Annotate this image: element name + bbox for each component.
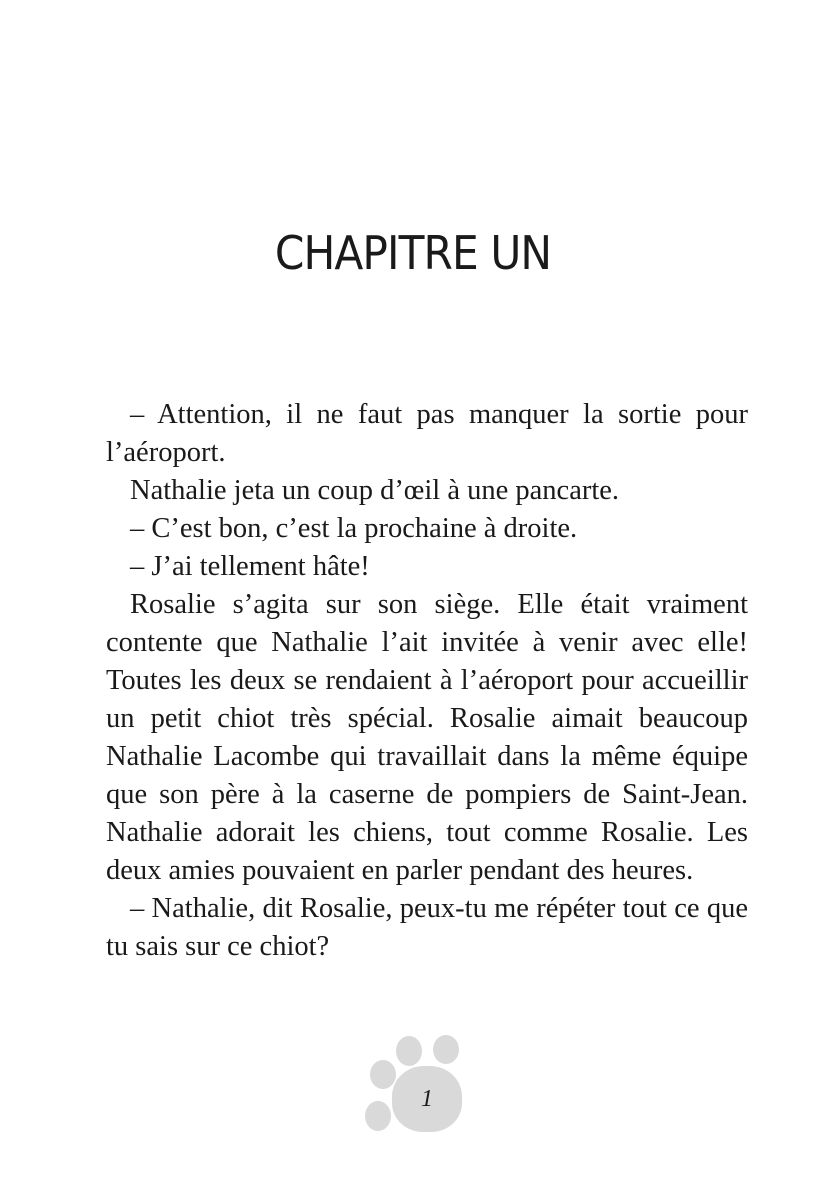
paragraph: Nathalie jeta un coup d’œil à une pancarte.	[130, 475, 620, 506]
paw-pad	[392, 1066, 462, 1132]
page-number: 1	[421, 1085, 433, 1112]
paragraph: – J’ai tellement hâte!	[130, 551, 370, 582]
paragraph: – Nathalie, dit Rosalie, peux-tu me répéter tout ce que tu sais sur ce chiot?	[106, 893, 748, 962]
paragraph: – Attention, il ne faut pas manquer la sortie pour l’aéroport.	[106, 399, 748, 468]
chapter-body	[106, 396, 748, 966]
paragraph: – C’est bon, c’est la prochaine à droite.	[130, 513, 578, 544]
paw-toe	[433, 1035, 459, 1064]
paragraph: Rosalie s’agita sur son siège. Elle était vraiment contente que Nathalie l’ait invitée à venir avec elle! Toutes les deux se rendaient à l’aéroport pour accueillir un petit chiot très spécial. Rosalie aimait beaucoup Nathalie Lacombe qui travaillait dans la même équipe que son père à la caserne de pompiers de Saint-Jean. Nathalie adorait les chiens, tout comme Rosalie. Les deux amies pouvaient en parler pendant des heures.	[106, 589, 748, 886]
paw-toe	[396, 1036, 422, 1066]
paw-toe	[370, 1060, 396, 1089]
paw-toe	[365, 1101, 391, 1131]
chapter-title: CHAPITRE UN	[274, 226, 552, 280]
